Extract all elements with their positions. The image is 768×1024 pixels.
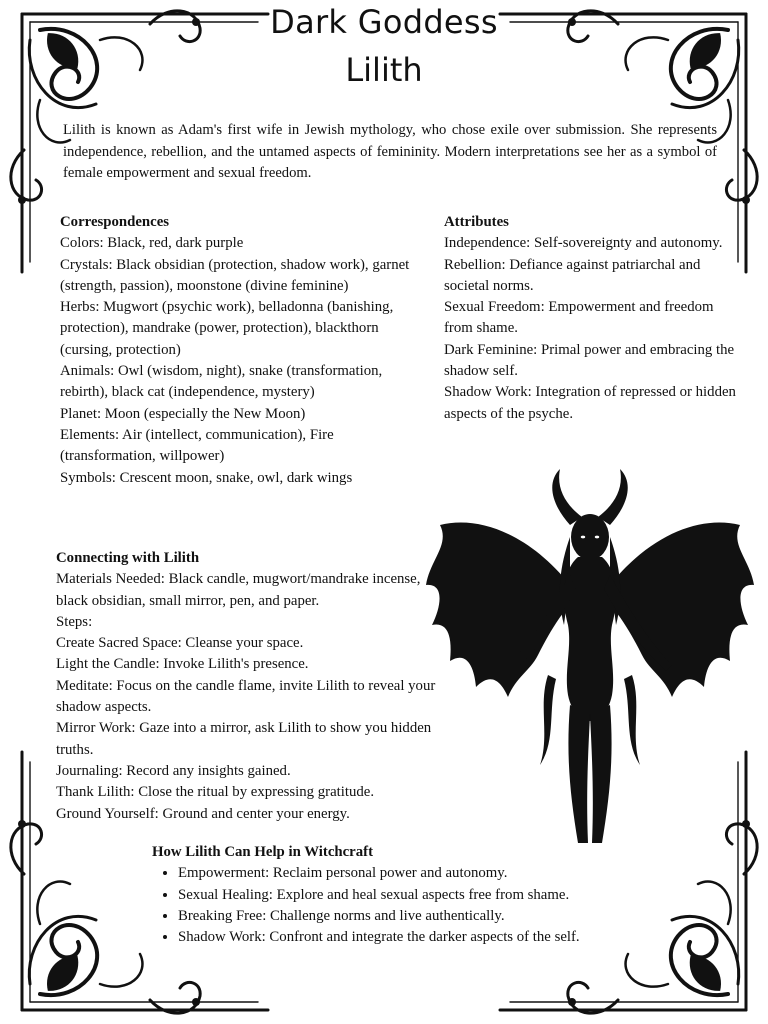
attribute-line: Sexual Freedom: Empowerment and freedom from shame. bbox=[444, 299, 714, 337]
list-item: • Empowerment: Reclaim personal power and autonomy. bbox=[178, 863, 672, 884]
attribute-line: Rebellion: Defiance against patriarchal and societal norms. bbox=[444, 256, 701, 294]
page-title-line-2: Lilith bbox=[345, 51, 423, 89]
correspondences-heading: Correspondences bbox=[60, 214, 170, 230]
attribute-line: Dark Feminine: Primal power and embracing the shadow self. bbox=[444, 341, 735, 380]
intro-paragraph: Lilith is known as Adam's first wife in Jewish mythology, who chose exile over submission. She represents independence, rebellion, and the untamed aspects of femininity. Modern interpretations see her as a symbol of female empowerment and sexual freedom. bbox=[63, 122, 717, 181]
correspondences-section bbox=[60, 212, 410, 489]
connecting-line: Mirror Work: Gaze into a mirror, ask Lilith to show you hidden truths. bbox=[56, 720, 432, 758]
list-item: • Sexual Healing: Explore and heal sexual aspects free from shame. bbox=[178, 885, 672, 906]
winged-goddess-silhouette-icon bbox=[420, 465, 760, 855]
help-heading: How Lilith Can Help in Witchcraft bbox=[152, 844, 374, 860]
connecting-heading: Connecting with Lilith bbox=[56, 550, 200, 566]
correspondence-line: Symbols: Crescent moon, snake, owl, dark wings bbox=[60, 469, 353, 486]
connecting-line: Meditate: Focus on the candle flame, invite Lilith to reveal your shadow aspects. bbox=[56, 677, 436, 716]
connecting-line: Ground Yourself: Ground and center your energy. bbox=[56, 805, 350, 822]
connecting-line: Steps: bbox=[56, 613, 93, 630]
attributes-section bbox=[444, 212, 736, 425]
help-list bbox=[152, 863, 672, 948]
connecting-line: Journaling: Record any insights gained. bbox=[56, 762, 291, 779]
correspondence-line: Crystals: Black obsidian (protection, shadow work), garnet (strength, passion), moonstone (divine feminine) bbox=[60, 256, 410, 294]
attributes-heading: Attributes bbox=[444, 214, 509, 230]
list-item: • Breaking Free: Challenge norms and live authentically. bbox=[178, 906, 672, 927]
correspondence-line: Planet: Moon (especially the New Moon) bbox=[60, 405, 306, 422]
correspondence-line: Colors: Black, red, dark purple bbox=[60, 235, 244, 252]
connecting-section bbox=[56, 548, 441, 825]
help-section bbox=[152, 842, 672, 948]
correspondence-line: Animals: Owl (wisdom, night), snake (transformation, rebirth), black cat (independence, mystery) bbox=[60, 363, 383, 401]
connecting-line: Materials Needed: Black candle, mugwort/mandrake incense, black obsidian, small mirror, pen, and paper. bbox=[56, 571, 421, 609]
attribute-line: Independence: Self-sovereignty and autonomy. bbox=[444, 235, 723, 252]
correspondence-line: Herbs: Mugwort (psychic work), belladonna (banishing, protection), mandrake (power, protection), blackthorn (cursing, protection) bbox=[60, 299, 394, 358]
connecting-line: Light the Candle: Invoke Lilith's presence. bbox=[56, 656, 309, 673]
attribute-line: Shadow Work: Integration of repressed or hidden aspects of the psyche. bbox=[444, 384, 736, 422]
page-title-line-1: Dark Goddess bbox=[270, 3, 498, 41]
connecting-line: Create Sacred Space: Cleanse your space. bbox=[56, 635, 304, 652]
correspondence-line: Elements: Air (intellect, communication), Fire (transformation, willpower) bbox=[60, 426, 334, 465]
connecting-line: Thank Lilith: Close the ritual by expressing gratitude. bbox=[56, 784, 375, 801]
list-item: • Shadow Work: Confront and integrate the darker aspects of the self. bbox=[178, 927, 672, 948]
